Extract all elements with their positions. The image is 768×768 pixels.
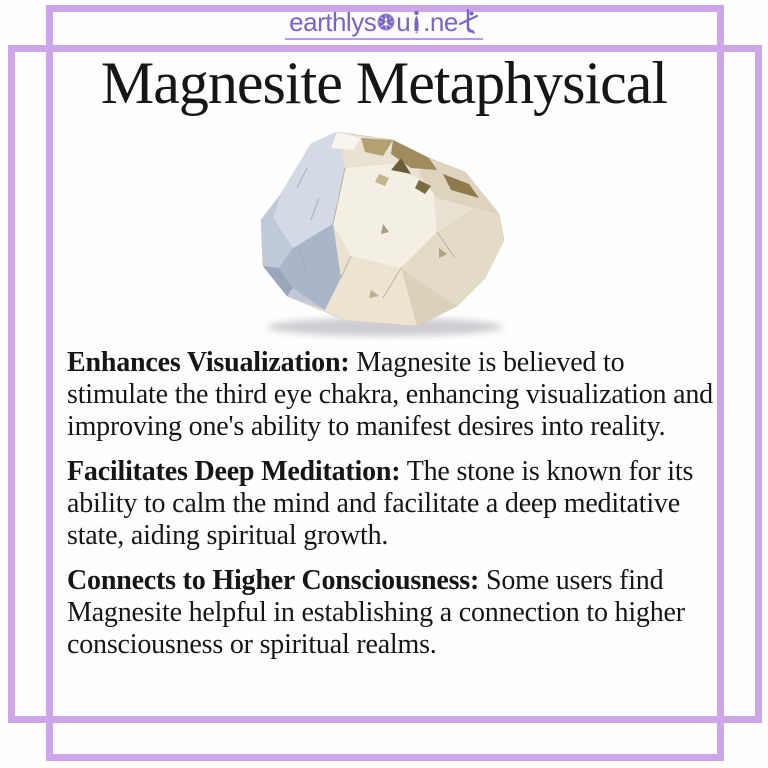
properties-text [67, 347, 715, 674]
magnesite-stone-image [233, 128, 535, 342]
yoga-pose-t-icon [459, 9, 479, 35]
meditator-icon [411, 10, 422, 34]
logo-text-u: u [396, 7, 411, 37]
property-lead: Enhances Visualization: [67, 347, 350, 378]
property-lead: Connects to Higher Consciousness: [67, 565, 480, 596]
property-body: Some users find Magnesite helpful in establishing a connection to higher consciousness or spiritual realms. [67, 565, 685, 660]
property-body: The stone is known for its ability to calm the mind and facilitate a deep meditative state, aiding spiritual growth. [67, 456, 694, 551]
site-logo-text [285, 9, 483, 40]
property-lead: Facilitates Deep Meditation: [67, 456, 401, 487]
property-paragraph-visualization [67, 347, 715, 443]
site-logo [0, 9, 768, 40]
property-paragraph-meditation [67, 456, 715, 552]
logo-text-earthlys: earthlys [289, 7, 377, 37]
property-paragraph-consciousness [67, 565, 715, 661]
logo-text-ne: .ne [423, 7, 458, 37]
mandala-icon [377, 13, 395, 31]
page-title: Magnesite Metaphysical [100, 50, 668, 116]
magnesite-stone-graphic [233, 128, 535, 342]
property-body: Magnesite is believed to stimulate the third eye chakra, enhancing visualization and improving one's ability to manifest desires into reality. [67, 347, 713, 442]
